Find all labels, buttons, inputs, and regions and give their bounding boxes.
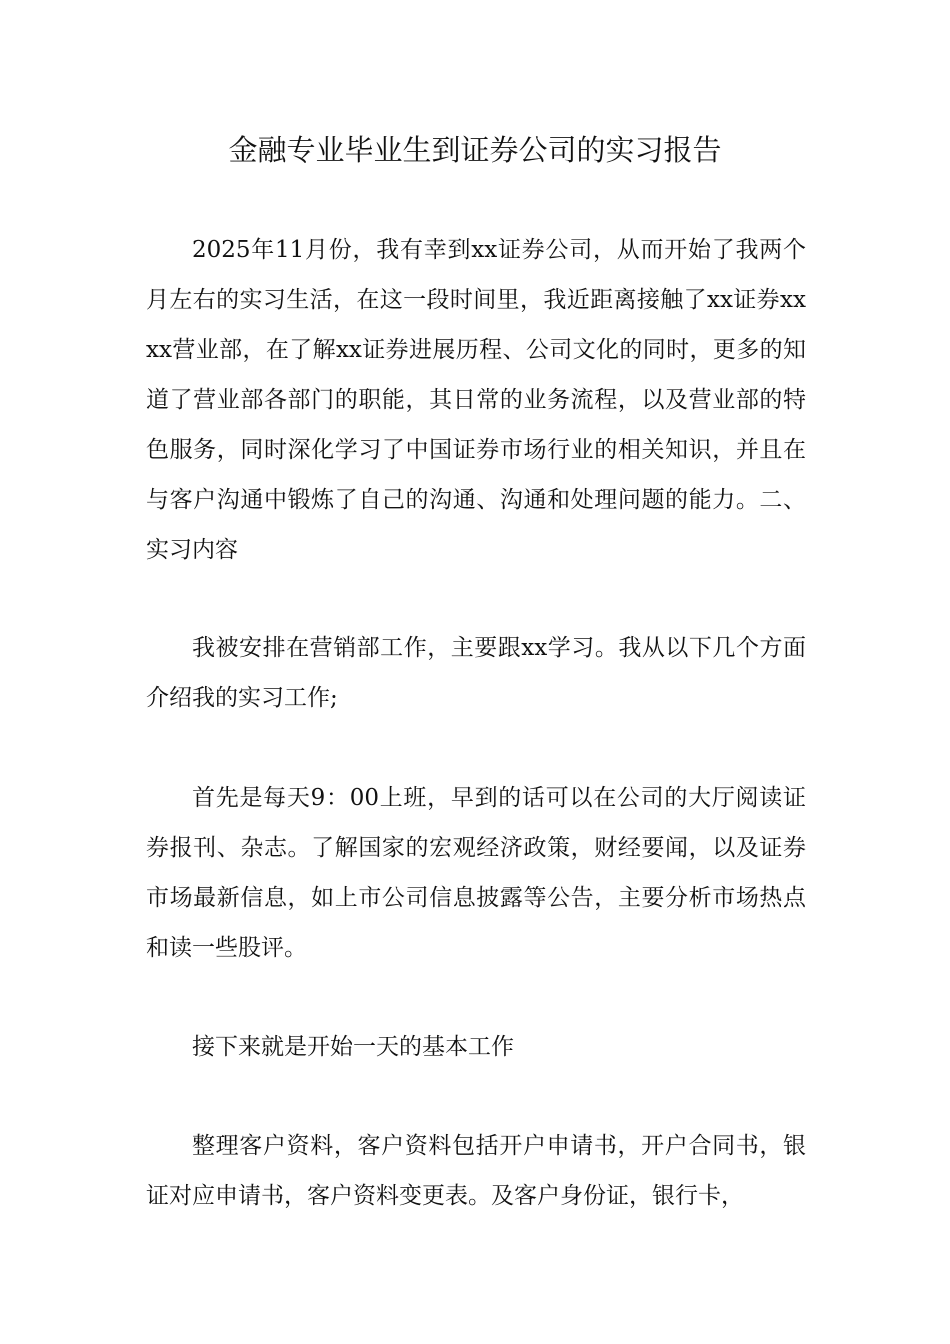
paragraph-basic-work: 接下来就是开始一天的基本工作 [192,1034,514,1060]
paragraph-department-assignment: 我被安排在营销部工作，主要跟xx学习。我从以下几个方面介绍我的实习工作; [146,635,806,711]
document-title: 金融专业毕业生到证券公司的实习报告 [228,133,722,167]
paragraph-internship-overview: 2025年11月份，我有幸到xx证券公司，从而开始了我两个月左右的实习生活，在这一段时间里，我近距离接触了xx证券xxxx营业部，在了解xx证券进展历程、公司文化的同时，更多的知道了营业部各部门的职能，其日常的业务流程，以及营业部的特色服务，同时深化学习了中国证券市场行业的相关知识，并且在与客户沟通中锻炼了自己的沟通、沟通和处理问题的能力。二、实习内容 [146,237,806,563]
paragraph-client-files: 整理客户资料，客户资料包括开户申请书，开户合同书，银证对应申请书，客户资料变更表。及客户身份证，银行卡， [146,1133,806,1209]
paragraph-daily-start: 首先是每天9：00上班，早到的话可以在公司的大厅阅读证券报刊、杂志。了解国家的宏观经济政策，财经要闻，以及证券市场最新信息，如上市公司信息披露等公告，主要分析市场热点和读一些股评。 [146,785,806,961]
